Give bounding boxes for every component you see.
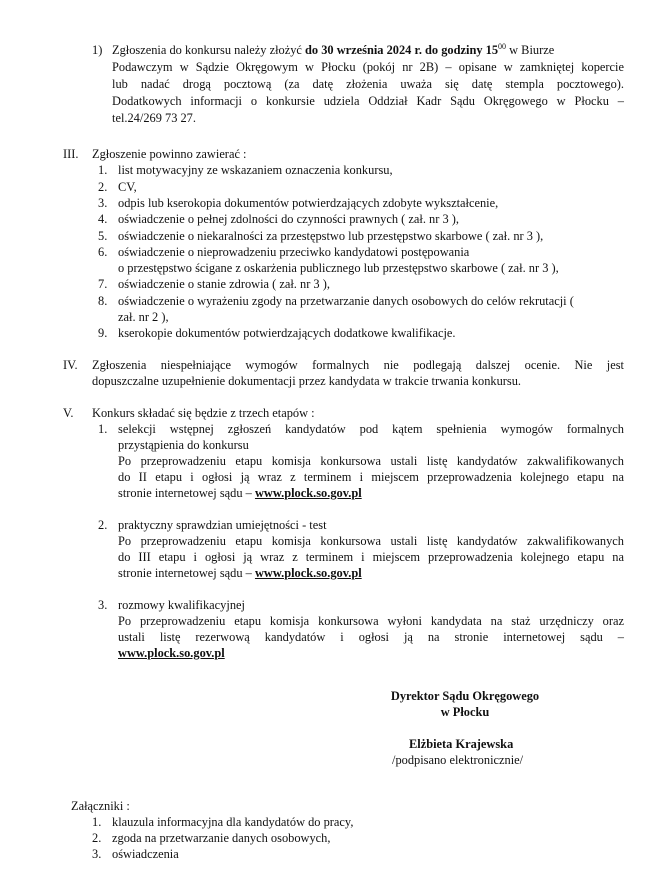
stage-2-line-3: do III etapu i ogłosi ją wraz z terminem i miejscem przeprowadzenia kolejnego etapu na	[118, 550, 624, 564]
attachment-item: klauzula informacyjna dla kandydatów do pracy,	[112, 815, 354, 829]
section-4-line-2: dopuszczalne uzupełnienie dokumentacji przez kandydata w trakcie trwania konkursu.	[92, 374, 522, 388]
court-website-link[interactable]: www.plock.so.gov.pl	[118, 646, 225, 660]
stage-1-number: 1.	[98, 422, 108, 436]
list-item-continuation: o przestępstwo ścigane z oskarżenia publicznego lub przestępstwo skarbowe ( zał. nr 3 ),	[118, 261, 559, 275]
point-1-line-3: lub nadać drogą pocztową (za datę złożenia uważa się datę stempla pocztowego).	[112, 77, 624, 91]
stage-3-line-3: ustali listę rezerwową kandydatów i ogłosi ją na stronie internetowej sądu –	[118, 630, 624, 644]
signature-title-2: w Płocku	[440, 705, 490, 719]
stage-2-line-1: praktyczny sprawdzian umiejętności - test	[118, 518, 327, 532]
stage-2-line-4-text: stronie internetowej sądu –	[118, 566, 255, 580]
attachment-number: 3.	[92, 847, 102, 861]
point-1-line-4: Dodatkowych informacji o konkursie udziela Oddział Kadr Sądu Okręgowego w Płocku –	[112, 94, 624, 108]
stage-2-line-4	[118, 566, 362, 581]
point-1-number: 1)	[92, 43, 103, 57]
deadline-minutes: 00	[498, 42, 507, 51]
list-item: kserokopie dokumentów potwierdzających dodatkowe kwalifikacje.	[118, 326, 456, 340]
stage-2-number: 2.	[98, 518, 108, 532]
list-item: CV,	[118, 180, 137, 194]
deadline: do 30 września 2024 r. do godziny 15	[305, 43, 499, 57]
stage-3-line-2: Po przeprowadzeniu etapu komisja konkursowa wyłoni kandydata na staż urzędniczy oraz	[118, 614, 624, 628]
list-item-number: 2.	[98, 180, 108, 194]
list-item-number: 4.	[98, 212, 108, 226]
list-item: oświadczenie o nieprowadzeniu przeciwko kandydatowi postępowania	[118, 245, 470, 259]
point-1-text-b: w Biurze	[506, 43, 555, 57]
list-item-number: 8.	[98, 294, 108, 308]
court-website-link[interactable]: www.plock.so.gov.pl	[254, 486, 362, 500]
list-item: odpis lub kserokopia dokumentów potwierdzających zdobyte wykształcenie,	[118, 196, 499, 210]
attachments-heading: Załączniki :	[71, 799, 130, 813]
point-1-text-a: Zgłoszenia do konkursu należy złożyć	[112, 43, 306, 57]
section-4-numeral: IV.	[63, 358, 78, 372]
stage-1-line-1: selekcji wstępnej zgłoszeń kandydatów pod kątem spełnienia wymogów formalnych	[118, 422, 624, 436]
list-item: oświadczenie o niekaralności za przestępstwo lub przestępstwo skarbowe ( zał. nr 3 ),	[118, 229, 544, 243]
list-item-number: 9.	[98, 326, 108, 340]
section-3-heading: Zgłoszenie powinno zawierać :	[92, 147, 247, 161]
list-item-number: 1.	[98, 163, 108, 177]
attachment-item: zgoda na przetwarzanie danych osobowych,	[112, 831, 331, 845]
section-3-numeral: III.	[63, 147, 79, 161]
point-1-line-5: tel.24/269 73 27.	[112, 111, 196, 125]
list-item: oświadczenie o stanie zdrowia ( zał. nr 3 ),	[118, 277, 330, 291]
attachment-item: oświadczenia	[112, 847, 179, 861]
attachment-number: 2.	[92, 831, 102, 845]
point-1-line-2: Podawczym w Sądzie Okręgowym w Płocku (pokój nr 2B) – opisane w zamkniętej kopercie	[112, 60, 624, 74]
court-website-link[interactable]: www.plock.so.gov.pl	[254, 566, 362, 580]
section-4-line-1: Zgłoszenia niespełniające wymogów formalnych nie podlegają dalszej ocenie. Nie jest	[92, 358, 624, 372]
stage-1-line-5	[118, 486, 362, 501]
stage-1-line-2: przystąpienia do konkursu	[118, 438, 249, 452]
stage-2-line-2: Po przeprowadzeniu etapu komisja konkursowa ustali listę kandydatów zakwalifikowanych	[118, 534, 624, 548]
list-item-continuation: zał. nr 2 ),	[118, 310, 169, 324]
signature-title-1: Dyrektor Sądu Okręgowego	[390, 689, 540, 703]
stage-1-line-4: do II etapu i ogłosi ją wraz z terminem i miejscem przeprowadzenia kolejnego etapu na	[118, 470, 624, 484]
list-item: oświadczenie o wyrażeniu zgody na przetwarzanie danych osobowych do celów rekrutacji (	[118, 294, 574, 308]
list-item-number: 3.	[98, 196, 108, 210]
stage-1-line-5-text: stronie internetowej sądu –	[118, 486, 255, 500]
stage-3-line-4	[118, 646, 225, 661]
signatory-name: Elżbieta Krajewska	[409, 737, 514, 751]
list-item-number: 6.	[98, 245, 108, 259]
stage-1-line-3: Po przeprowadzeniu etapu komisja konkursowa ustali listę kandydatów zakwalifikowanych	[118, 454, 624, 468]
attachment-number: 1.	[92, 815, 102, 829]
stage-3-line-1: rozmowy kwalifikacyjnej	[118, 598, 245, 612]
section-5-heading: Konkurs składać się będzie z trzech etapów :	[92, 406, 315, 420]
list-item-number: 7.	[98, 277, 108, 291]
stage-3-number: 3.	[98, 598, 108, 612]
list-item: oświadczenie o pełnej zdolności do czynności prawnych ( zał. nr 3 ),	[118, 212, 459, 226]
point-1-line-1	[112, 43, 554, 58]
section-5-numeral: V.	[63, 406, 74, 420]
signature-note: /podpisano elektronicznie/	[392, 753, 524, 767]
list-item-number: 5.	[98, 229, 108, 243]
list-item: list motywacyjny ze wskazaniem oznaczenia konkursu,	[118, 163, 393, 177]
